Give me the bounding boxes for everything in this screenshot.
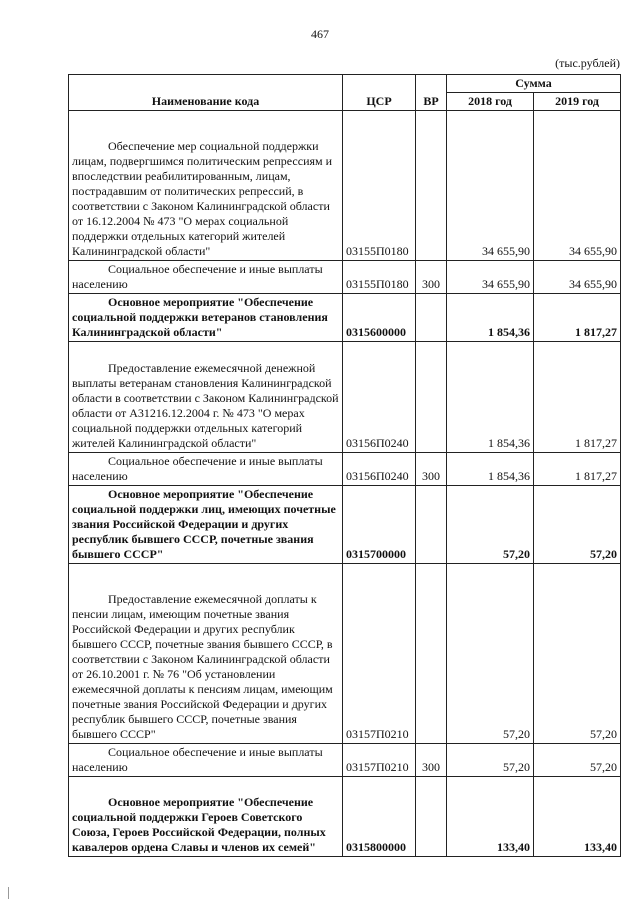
- row-2018: 57,20: [447, 486, 534, 564]
- row-2018: 57,20: [447, 564, 534, 744]
- header-vr: ВР: [416, 75, 447, 111]
- row-2018: 1 854,36: [447, 453, 534, 486]
- row-csr: 03156П0240: [343, 342, 416, 453]
- row-csr: 0315800000: [343, 777, 416, 857]
- header-csr: ЦСР: [343, 75, 416, 111]
- scan-edge-mark: [8, 887, 9, 899]
- header-2019: 2019 год: [534, 93, 621, 111]
- budget-table: [68, 74, 621, 857]
- row-vr: 300: [416, 453, 447, 486]
- table-row: [69, 744, 621, 777]
- row-name: Обеспечение мер социальной поддержки лицам, подвергшимся политическим репрессиям и впоследствии реабилитированным, лицам, пострадавшим от политических репрессий, в соответствии с Законом Калининградской области от 16.12.2004 № 473 "О мерах социальной поддержки отдельных категорий жителей Калининградской области": [69, 111, 343, 261]
- row-2018: 34 655,90: [447, 261, 534, 294]
- table-row: [69, 111, 621, 261]
- row-name: Основное мероприятие "Обеспечение социальной поддержки лиц, имеющих почетные звания Российской Федерации и других республик бывшего СССР, почетные звания бывшего СССР": [69, 486, 343, 564]
- row-vr: [416, 111, 447, 261]
- row-2018: 1 854,36: [447, 294, 534, 342]
- row-vr: [416, 342, 447, 453]
- header-2018: 2018 год: [447, 93, 534, 111]
- row-2019: 1 817,27: [534, 342, 621, 453]
- row-vr: [416, 564, 447, 744]
- header-name: Наименование кода: [69, 75, 343, 111]
- row-name: Социальное обеспечение и иные выплаты населению: [69, 453, 343, 486]
- table-row: [69, 453, 621, 486]
- table-row: [69, 342, 621, 453]
- row-csr: 03155П0180: [343, 111, 416, 261]
- row-vr: 300: [416, 261, 447, 294]
- row-2019: 133,40: [534, 777, 621, 857]
- row-csr: 03157П0210: [343, 564, 416, 744]
- row-name: Основное мероприятие "Обеспечение социальной поддержки ветеранов становления Калининградской области": [69, 294, 343, 342]
- header-sum: Сумма: [447, 75, 621, 93]
- row-vr: [416, 777, 447, 857]
- row-name: Социальное обеспечение и иные выплаты населению: [69, 744, 343, 777]
- row-2019: 1 817,27: [534, 453, 621, 486]
- row-2019: 57,20: [534, 744, 621, 777]
- table-row: [69, 486, 621, 564]
- row-2019: 1 817,27: [534, 294, 621, 342]
- row-2019: 57,20: [534, 564, 621, 744]
- row-2018: 57,20: [447, 744, 534, 777]
- row-2019: 34 655,90: [534, 111, 621, 261]
- row-csr: 0315700000: [343, 486, 416, 564]
- row-vr: 300: [416, 744, 447, 777]
- row-csr: 03155П0180: [343, 261, 416, 294]
- row-2018: 133,40: [447, 777, 534, 857]
- row-name: Предоставление ежемесячной доплаты к пенсии лицам, имеющим почетные звания Российской Федерации и других республик бывшего СССР, почетные звания бывшего СССР, в соответствии с Законом Калининградской области от 26.10.2001 г. № 76 "Об установлении ежемесячной доплаты к пенсиям лицам, имеющим почетные звания Российской Федерации и других республик бывшего СССР, почетные звания бывшего СССР": [69, 564, 343, 744]
- header-row-top: [69, 75, 621, 93]
- row-name: Социальное обеспечение и иные выплаты населению: [69, 261, 343, 294]
- row-vr: [416, 486, 447, 564]
- table-row: [69, 294, 621, 342]
- row-name: Основное мероприятие "Обеспечение социальной поддержки Героев Советского Союза, Героев Российской Федерации, полных кавалеров ордена Славы и членов их семей": [69, 777, 343, 857]
- row-2019: 34 655,90: [534, 261, 621, 294]
- row-2019: 57,20: [534, 486, 621, 564]
- table-row: [69, 564, 621, 744]
- row-csr: 0315600000: [343, 294, 416, 342]
- row-csr: 03157П0210: [343, 744, 416, 777]
- units-label: (тыс.рублей): [555, 56, 620, 70]
- row-name: Предоставление ежемесячной денежной выплаты ветеранам становления Калининградской области в соответствии с Законом Калининградской области от А31216.12.2004 г. № 473 "О мерах социальной поддержки отдельных категорий жителей Калининградской области": [69, 342, 343, 453]
- page-number: 467: [311, 27, 329, 41]
- row-2018: 34 655,90: [447, 111, 534, 261]
- row-2018: 1 854,36: [447, 342, 534, 453]
- table-row: [69, 777, 621, 857]
- table-row: [69, 261, 621, 294]
- row-csr: 03156П0240: [343, 453, 416, 486]
- row-vr: [416, 294, 447, 342]
